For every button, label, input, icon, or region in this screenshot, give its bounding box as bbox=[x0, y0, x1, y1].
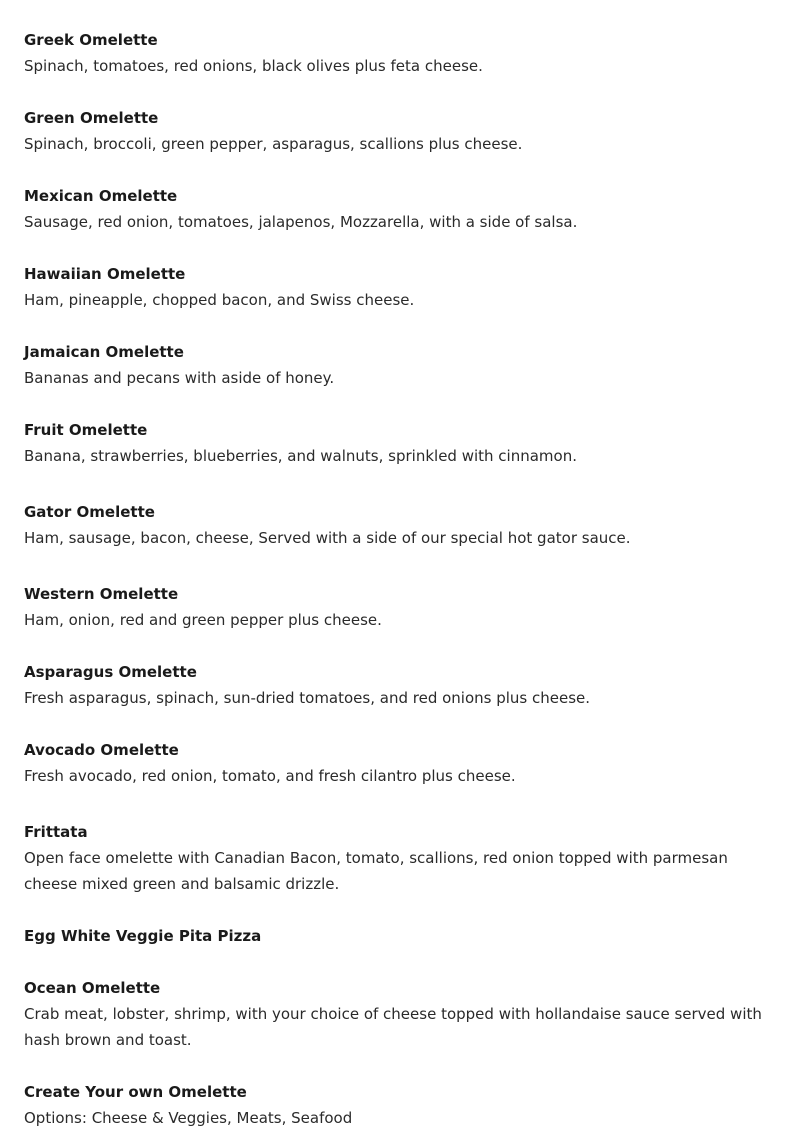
menu-item bbox=[24, 339, 764, 391]
item-description: Spinach, broccoli, green pepper, asparagus, scallions plus cheese. bbox=[24, 135, 523, 153]
menu-item bbox=[24, 417, 764, 469]
item-description: Crab meat, lobster, shrimp, with your choice of cheese topped with hollandaise sauce served with hash brown and toast. bbox=[24, 1005, 762, 1049]
item-name: Gator Omelette bbox=[24, 503, 155, 521]
item-name: Asparagus Omelette bbox=[24, 663, 197, 681]
menu-item bbox=[24, 975, 764, 1053]
menu-item bbox=[24, 581, 764, 633]
item-description: Banana, strawberries, blueberries, and walnuts, sprinkled with cinnamon. bbox=[24, 447, 577, 465]
item-description: Open face omelette with Canadian Bacon, tomato, scallions, red onion topped with parmesan cheese mixed green and balsamic drizzle. bbox=[24, 849, 728, 893]
menu-item bbox=[24, 659, 764, 711]
menu-item bbox=[24, 923, 764, 949]
item-description: Options: Cheese & Veggies, Meats, Seafood bbox=[24, 1109, 353, 1127]
item-name: Western Omelette bbox=[24, 585, 179, 603]
item-name: Greek Omelette bbox=[24, 31, 158, 49]
menu-item bbox=[24, 1079, 764, 1131]
item-name: Frittata bbox=[24, 823, 88, 841]
menu-item bbox=[24, 819, 764, 897]
item-description: Ham, onion, red and green pepper plus cheese. bbox=[24, 611, 382, 629]
item-name: Ocean Omelette bbox=[24, 979, 161, 997]
item-name: Create Your own Omelette bbox=[24, 1083, 247, 1101]
item-description: Fresh asparagus, spinach, sun-dried tomatoes, and red onions plus cheese. bbox=[24, 689, 591, 707]
item-name: Jamaican Omelette bbox=[24, 343, 184, 361]
menu-item bbox=[24, 737, 764, 789]
item-description: Fresh avocado, red onion, tomato, and fresh cilantro plus cheese. bbox=[24, 767, 516, 785]
item-name: Fruit Omelette bbox=[24, 421, 148, 439]
item-name: Green Omelette bbox=[24, 109, 159, 127]
menu-item bbox=[24, 183, 764, 235]
menu-item bbox=[24, 261, 764, 313]
item-name: Hawaiian Omelette bbox=[24, 265, 186, 283]
item-description: Ham, pineapple, chopped bacon, and Swiss cheese. bbox=[24, 291, 415, 309]
item-description: Sausage, red onion, tomatoes, jalapenos, Mozzarella, with a side of salsa. bbox=[24, 213, 578, 231]
menu-item bbox=[24, 105, 764, 157]
item-description: Spinach, tomatoes, red onions, black olives plus feta cheese. bbox=[24, 57, 483, 75]
item-name: Mexican Omelette bbox=[24, 187, 178, 205]
item-description: Bananas and pecans with aside of honey. bbox=[24, 369, 335, 387]
menu-item bbox=[24, 499, 764, 551]
item-name: Egg White Veggie Pita Pizza bbox=[24, 927, 262, 945]
item-name: Avocado Omelette bbox=[24, 741, 179, 759]
item-description: Ham, sausage, bacon, cheese, Served with a side of our special hot gator sauce. bbox=[24, 529, 631, 547]
menu-item bbox=[24, 27, 764, 79]
